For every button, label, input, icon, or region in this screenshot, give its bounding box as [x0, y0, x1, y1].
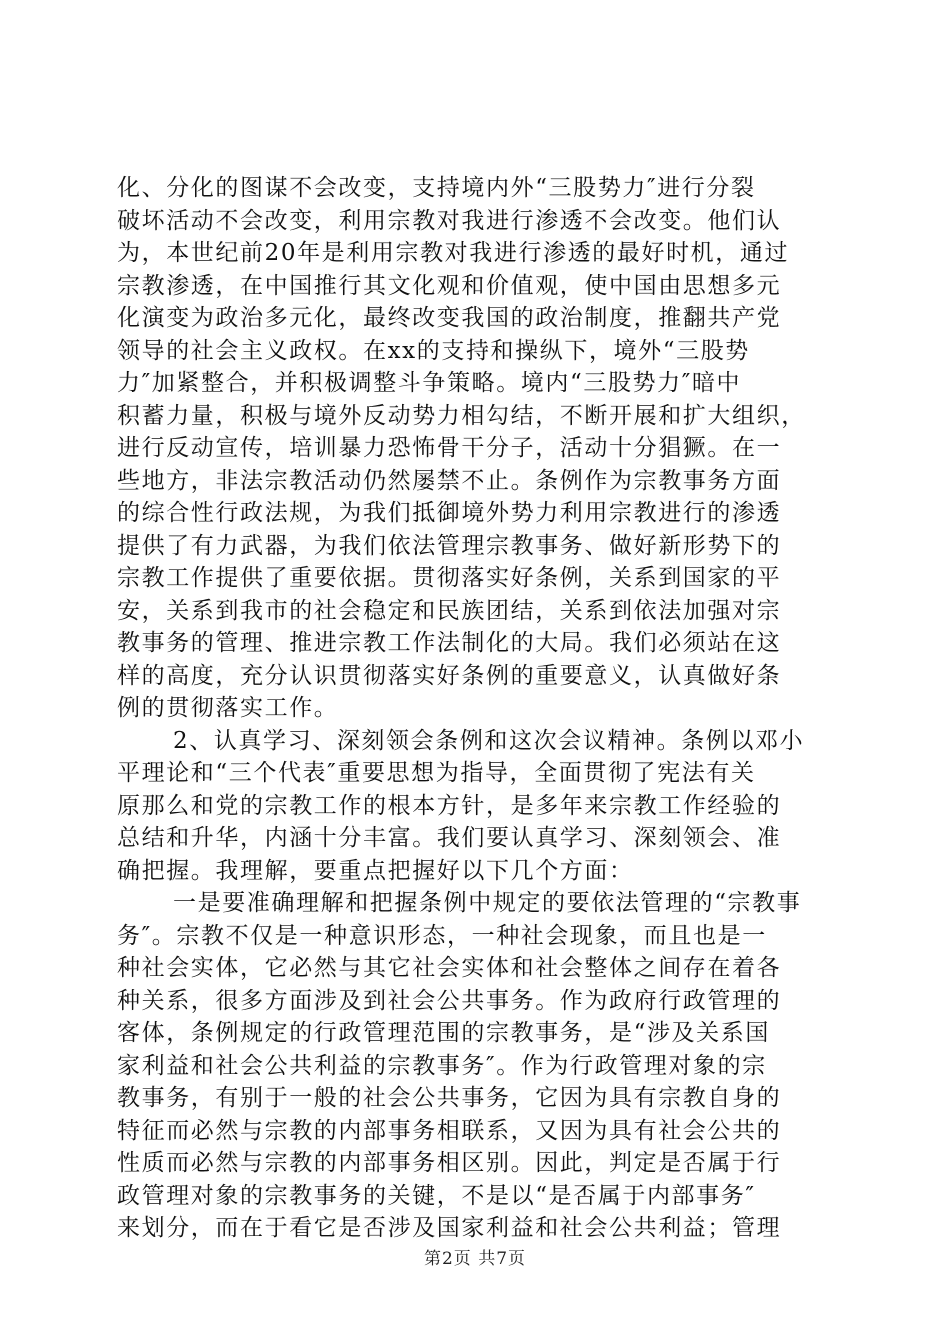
text-line: 化演变为政治多元化，最终改变我国的政治制度，推翻共产党 — [117, 305, 782, 331]
text-line: 样的高度，充分认识贯彻落实好条例的重要意义，认真做好条 — [117, 662, 782, 689]
text-line: 特征而必然与宗教的内部事务相联系，又因为具有社会公共的 — [117, 1117, 782, 1144]
text-line: 来划分，而在于看它是否涉及国家利益和社会公共利益；管理 — [117, 1215, 782, 1241]
text-line: 家利益和社会公共利益的宗教事务″。作为行政管理对象的宗 — [117, 1052, 767, 1079]
paragraph-start-line: 一是要准确理解和把握条例中规定的要依法管理的“宗教事 — [173, 890, 802, 916]
text-line: 性质而必然与宗教的内部事务相区别。因此，判定是否属于行 — [117, 1150, 782, 1176]
text-line: 力″加紧整合，并积极调整斗争策略。境内“三股势力″暗中 — [117, 370, 742, 396]
text-line: 原那么和党的宗教工作的根本方针，是多年来宗教工作经验的 — [117, 792, 782, 819]
text-line: 政管理对象的宗教事务的关键，不是以“是否属于内部事务″ — [117, 1182, 756, 1209]
text-line: 化、分化的图谋不会改变，支持境内外“三股势力″进行分裂 — [117, 175, 756, 201]
text-line: 平理论和“三个代表″重要思想为指导，全面贯彻了宪法有关 — [117, 760, 756, 786]
page-number-footer: 第2页 共7页 — [423, 1249, 527, 1269]
text-line: 提供了有力武器，为我们依法管理宗教事务、做好新形势下的 — [117, 532, 782, 559]
paragraph-start-line: 2、认真学习、深刻领会条例和这次会议精神。条例以邓小 — [173, 727, 805, 754]
text-line: 宗教渗透，在中国推行其文化观和价值观，使中国由思想多元 — [117, 272, 782, 299]
text-line: 些地方，非法宗教活动仍然屡禁不止。条例作为宗教事务方面 — [117, 467, 782, 494]
text-line: 领导的社会主义政权。在xx的支持和操纵下，境外“三股势 — [117, 337, 750, 364]
text-line: 宗教工作提供了重要依据。贯彻落实好条例，关系到国家的平 — [117, 565, 782, 591]
text-line: 为，本世纪前20年是利用宗教对我进行渗透的最好时机，通过 — [117, 240, 790, 266]
text-line: 的综合性行政法规，为我们抵御境外势力利用宗教进行的渗透 — [117, 500, 782, 526]
text-line: 破坏活动不会改变，利用宗教对我进行渗透不会改变。他们认 — [117, 207, 782, 234]
body-text — [117, 172, 835, 1245]
text-line: 务″。宗教不仅是一种意识形态，一种社会现象，而且也是一 — [117, 922, 767, 949]
text-line: 种关系，很多方面涉及到社会公共事务。作为政府行政管理的 — [117, 987, 782, 1014]
text-line: 教事务的管理、推进宗教工作法制化的大局。我们必须站在这 — [117, 630, 782, 656]
text-line: 总结和升华，内涵十分丰富。我们要认真学习、深刻领会、准 — [117, 825, 782, 851]
text-line: 确把握。我理解，要重点把握好以下几个方面： — [117, 857, 634, 884]
text-line: 种社会实体，它必然与其它社会实体和社会整体之间存在着各 — [117, 955, 782, 981]
text-line: 安，关系到我市的社会稳定和民族团结，关系到依法加强对宗 — [117, 597, 782, 624]
text-line: 客体，条例规定的行政管理范围的宗教事务，是“涉及关系国 — [117, 1020, 770, 1046]
text-line: 教事务，有别于一般的社会公共事务，它因为具有宗教自身的 — [117, 1085, 782, 1111]
text-line: 进行反动宣传，培训暴力恐怖骨干分子，活动十分猖獗。在一 — [117, 435, 782, 461]
text-line: 例的贯彻落实工作。 — [117, 695, 339, 721]
text-line: 积蓄力量，积极与境外反动势力相勾结，不断开展和扩大组织， — [117, 402, 806, 429]
